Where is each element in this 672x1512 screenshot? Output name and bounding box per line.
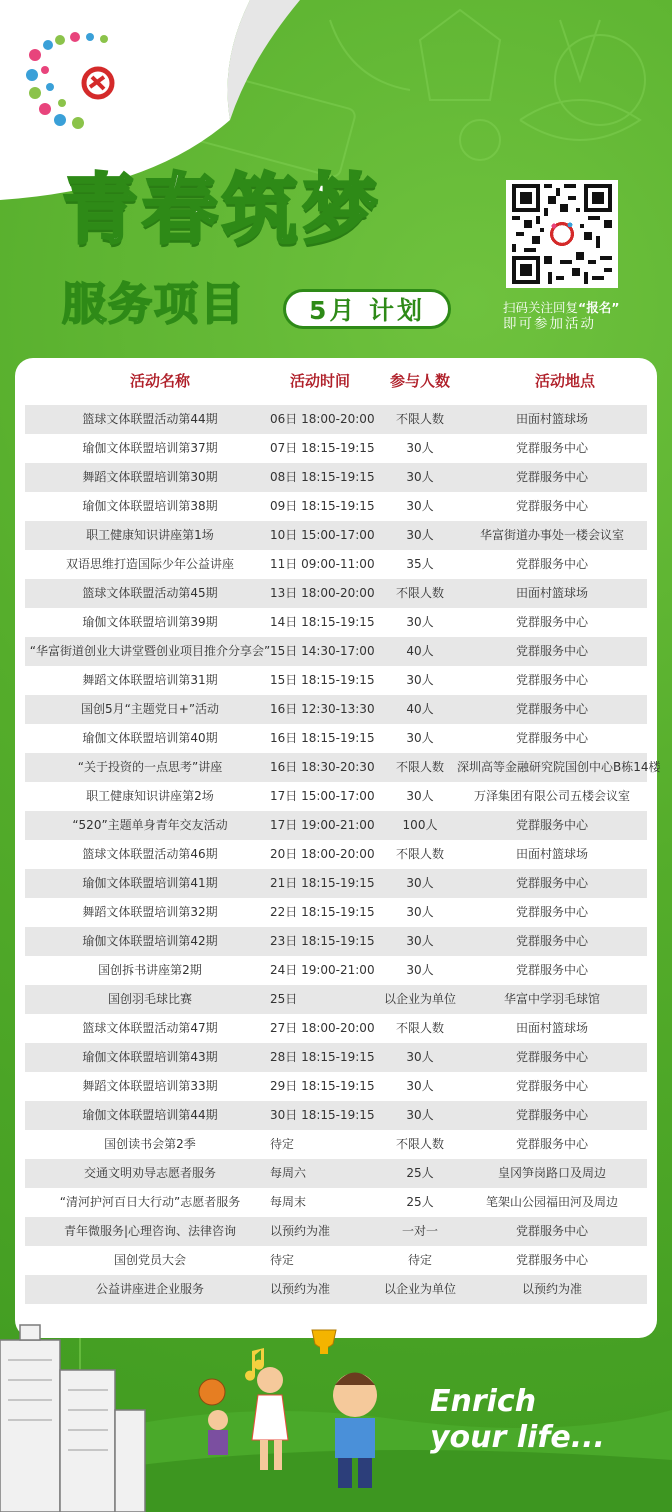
location-cell: 党群服务中心 <box>515 470 588 484</box>
activity-name-cell: 职工健康知识讲座第1场 <box>86 528 214 542</box>
location-cell: 党群服务中心 <box>515 644 588 658</box>
table-row <box>25 637 647 666</box>
activity-name-cell: 瑜伽文体联盟培训第43期 <box>82 1050 218 1064</box>
qr-caption-line1: 扫码关注回复 <box>503 300 579 315</box>
participants-cell: 一对一 <box>401 1224 438 1238</box>
slogan-line1: Enrich <box>430 1384 537 1419</box>
activity-time-cell: 30日 18:15-19:15 <box>270 1108 375 1122</box>
month-plan-badge: 5月 计划 <box>283 289 451 329</box>
table-row <box>25 1014 647 1043</box>
location-cell: 党群服务中心 <box>515 934 588 948</box>
table-row <box>25 1130 647 1159</box>
activity-time-cell: 16日 18:15-19:15 <box>270 731 375 745</box>
activity-name-cell: 瑜伽文体联盟培训第38期 <box>82 499 218 513</box>
trophy-icon <box>312 1330 336 1354</box>
participants-cell: 30人 <box>406 876 434 890</box>
activity-name-cell: 瑜伽文体联盟培训第37期 <box>82 441 218 455</box>
activity-time-cell: 15日 18:15-19:15 <box>270 673 375 687</box>
location-cell: 党群服务中心 <box>515 1224 588 1238</box>
activity-name-cell: “520”主题单身青年交友活动 <box>72 818 228 832</box>
table-row <box>25 695 647 724</box>
activity-name-cell: 双语思维打造国际少年公益讲座 <box>65 557 234 571</box>
activity-name-cell: 舞蹈文体联盟培训第30期 <box>82 470 218 484</box>
participants-cell: 30人 <box>406 731 434 745</box>
location-cell: 党群服务中心 <box>515 731 588 745</box>
qr-code <box>506 180 618 288</box>
basketball-icon <box>199 1379 225 1405</box>
location-cell: 党群服务中心 <box>515 441 588 455</box>
table-row <box>25 666 647 695</box>
activity-name-cell: 国创党员大会 <box>113 1253 186 1267</box>
participants-cell: 35人 <box>406 557 434 571</box>
activity-time-cell: 23日 18:15-19:15 <box>270 934 375 948</box>
location-cell: 皇冈笋岗路口及周边 <box>497 1166 606 1180</box>
activity-time-cell: 09日 18:15-19:15 <box>270 499 375 513</box>
activity-name-cell: 瑜伽文体联盟培训第41期 <box>82 876 218 890</box>
participants-cell: 40人 <box>406 644 434 658</box>
activity-time-cell: 21日 18:15-19:15 <box>270 876 375 890</box>
location-cell: 万泽集团有限公司五楼会议室 <box>473 789 630 803</box>
activity-time-cell: 以预约为准 <box>270 1224 331 1238</box>
activity-name-cell: 篮球文体联盟活动第44期 <box>82 412 218 426</box>
location-cell: 党群服务中心 <box>515 963 588 977</box>
header-location: 活动地点 <box>534 372 595 390</box>
table-row <box>25 1043 647 1072</box>
header-participants: 参与人数 <box>389 372 450 390</box>
participants-cell: 不限人数 <box>395 847 444 861</box>
activity-time-cell: 10日 15:00-17:00 <box>270 528 375 542</box>
participants-cell: 30人 <box>406 673 434 687</box>
participants-cell: 25人 <box>406 1195 434 1209</box>
location-cell: 党群服务中心 <box>515 557 588 571</box>
table-row <box>25 724 647 753</box>
activity-name-cell: 舞蹈文体联盟培训第31期 <box>82 673 218 687</box>
slogan-line2: your life... <box>430 1420 605 1455</box>
table-row <box>25 927 647 956</box>
participants-cell: 不限人数 <box>395 1021 444 1035</box>
participants-cell: 100人 <box>402 818 438 832</box>
table-row <box>25 1159 647 1188</box>
participants-cell: 待定 <box>407 1253 432 1267</box>
participants-cell: 40人 <box>406 702 434 716</box>
location-cell: 党群服务中心 <box>515 673 588 687</box>
activity-time-cell: 11日 09:00-11:00 <box>270 557 375 571</box>
party-emblem-logo <box>20 25 130 135</box>
qr-caption-keyword: “报名” <box>578 300 620 315</box>
location-cell: 党群服务中心 <box>515 876 588 890</box>
table-row <box>25 782 647 811</box>
participants-cell: 不限人数 <box>395 412 444 426</box>
location-cell: 党群服务中心 <box>515 1079 588 1093</box>
activity-time-cell: 以预约为准 <box>270 1282 331 1296</box>
location-cell: 田面村篮球场 <box>515 586 588 600</box>
activity-name-cell: 国创读书会第2季 <box>104 1137 196 1151</box>
participants-cell: 30人 <box>406 615 434 629</box>
table-header <box>15 370 657 400</box>
location-cell: 笔架山公园福田河及周边 <box>485 1195 618 1209</box>
activity-time-cell: 17日 19:00-21:00 <box>270 818 375 832</box>
activity-name-cell: 篮球文体联盟活动第45期 <box>82 586 218 600</box>
table-row <box>25 492 647 521</box>
location-cell: 党群服务中心 <box>515 905 588 919</box>
table-row <box>25 463 647 492</box>
activity-time-cell: 22日 18:15-19:15 <box>270 905 375 919</box>
activity-name-cell: 瑜伽文体联盟培训第40期 <box>82 731 218 745</box>
activity-name-cell: “清河护河百日大行动”志愿者服务 <box>59 1195 241 1209</box>
participants-cell: 30人 <box>406 1108 434 1122</box>
activity-time-cell: 06日 18:00-20:00 <box>270 412 375 426</box>
activity-name-cell: 职工健康知识讲座第2场 <box>86 789 214 803</box>
participants-cell: 不限人数 <box>395 1137 444 1151</box>
table-row <box>25 521 647 550</box>
activity-name-cell: 瑜伽文体联盟培训第44期 <box>82 1108 218 1122</box>
activity-name-cell: 交通文明劝导志愿者服务 <box>83 1166 216 1180</box>
location-cell: 党群服务中心 <box>515 1137 588 1151</box>
activity-name-cell: 瑜伽文体联盟培训第42期 <box>82 934 218 948</box>
activity-name-cell: 篮球文体联盟活动第46期 <box>82 847 218 861</box>
location-cell: 党群服务中心 <box>515 499 588 513</box>
participants-cell: 30人 <box>406 789 434 803</box>
activity-time-cell: 16日 18:30-20:30 <box>270 760 375 774</box>
activity-time-cell: 24日 19:00-21:00 <box>270 963 375 977</box>
activity-time-cell: 29日 18:15-19:15 <box>270 1079 375 1093</box>
participants-cell: 30人 <box>406 934 434 948</box>
participants-cell: 30人 <box>406 470 434 484</box>
activity-name-cell: 瑜伽文体联盟培训第39期 <box>82 615 218 629</box>
activity-time-cell: 17日 15:00-17:00 <box>270 789 375 803</box>
subtitle: 服务项目 <box>62 279 246 330</box>
schedule-card <box>15 358 661 1338</box>
table-row <box>25 608 647 637</box>
table-row <box>25 840 647 869</box>
activity-name-cell: 国创5月“主题党日+”活动 <box>80 702 220 716</box>
participants-cell: 不限人数 <box>395 760 444 774</box>
participants-cell: 30人 <box>406 905 434 919</box>
location-cell: 党群服务中心 <box>515 615 588 629</box>
activity-name-cell: 舞蹈文体联盟培训第33期 <box>82 1079 218 1093</box>
activity-time-cell: 07日 18:15-19:15 <box>270 441 375 455</box>
table-row <box>25 550 647 579</box>
table-row <box>25 811 647 840</box>
location-cell: 田面村篮球场 <box>515 412 588 426</box>
activity-name-cell: 国创羽毛球比赛 <box>107 992 192 1006</box>
table-body <box>25 405 661 1304</box>
qr-caption <box>503 300 663 332</box>
activity-name-cell: 舞蹈文体联盟培训第32期 <box>82 905 218 919</box>
location-cell: 党群服务中心 <box>515 1253 588 1267</box>
building-illustration <box>0 1325 145 1512</box>
location-cell: 华富中学羽毛球馆 <box>503 992 600 1006</box>
activity-name-cell: 篮球文体联盟活动第47期 <box>82 1021 218 1035</box>
header-activity-name: 活动名称 <box>129 372 190 390</box>
table-row <box>25 869 647 898</box>
location-cell: 党群服务中心 <box>515 818 588 832</box>
activity-name-cell: “关于投资的一点思考”讲座 <box>77 760 223 774</box>
location-cell: 以预约为准 <box>521 1282 582 1296</box>
table-row <box>25 1188 647 1217</box>
participants-cell: 30人 <box>406 528 434 542</box>
participants-cell: 30人 <box>406 441 434 455</box>
header-activity-time: 活动时间 <box>289 372 350 390</box>
activity-time-cell: 27日 18:00-20:00 <box>270 1021 375 1035</box>
activity-time-cell: 14日 18:15-19:15 <box>270 615 375 629</box>
participants-cell: 30人 <box>406 1079 434 1093</box>
activity-time-cell: 16日 12:30-13:30 <box>270 702 375 716</box>
participants-cell: 30人 <box>406 1050 434 1064</box>
location-cell: 党群服务中心 <box>515 702 588 716</box>
participants-cell: 以企业为单位 <box>383 992 456 1006</box>
location-cell: 党群服务中心 <box>515 1108 588 1122</box>
participants-cell: 30人 <box>406 499 434 513</box>
table-row <box>25 898 647 927</box>
table-row <box>25 579 647 608</box>
activity-name-cell: “华富街道创业大讲堂暨创业项目推介分享会” <box>29 644 271 658</box>
activity-time-cell: 每周末 <box>270 1195 307 1209</box>
activity-name-cell: 青年微服务|心理咨询、法律咨询 <box>63 1224 237 1238</box>
location-cell: 田面村篮球场 <box>515 1021 588 1035</box>
qr-caption-line2: 即可参加活动 <box>503 316 596 332</box>
participants-cell: 30人 <box>406 963 434 977</box>
slogan <box>430 1384 605 1456</box>
table-row <box>25 1101 647 1130</box>
participants-cell: 以企业为单位 <box>383 1282 456 1296</box>
activity-name-cell: 公益讲座进企业服务 <box>95 1282 204 1296</box>
main-title: 青春筑梦 <box>62 165 382 254</box>
table-row <box>25 405 647 434</box>
participants-cell: 25人 <box>406 1166 434 1180</box>
table-row <box>25 1217 647 1246</box>
table-row <box>25 1072 647 1101</box>
activity-name-cell: 国创拆书讲座第2期 <box>98 963 202 977</box>
activity-time-cell: 08日 18:15-19:15 <box>270 470 375 484</box>
location-cell: 华富街道办事处一楼会议室 <box>479 528 624 542</box>
activity-time-cell: 13日 18:00-20:00 <box>270 586 375 600</box>
table-row <box>25 753 661 782</box>
participants-cell: 不限人数 <box>395 586 444 600</box>
location-cell: 田面村篮球场 <box>515 847 588 861</box>
activity-time-cell: 20日 18:00-20:00 <box>270 847 375 861</box>
activity-time-cell: 每周六 <box>270 1166 307 1180</box>
activity-time-cell: 待定 <box>270 1137 295 1151</box>
location-cell: 党群服务中心 <box>515 1050 588 1064</box>
activity-time-cell: 25日 <box>270 992 298 1006</box>
activity-time-cell: 28日 18:15-19:15 <box>270 1050 375 1064</box>
table-row <box>25 985 647 1014</box>
table-row <box>25 956 647 985</box>
table-row <box>25 434 647 463</box>
activity-time-cell: 15日 14:30-17:00 <box>270 644 375 658</box>
location-cell: 深圳高等金融研究院国创中心B栋14楼 <box>457 760 661 774</box>
table-row <box>25 1246 647 1275</box>
activity-time-cell: 待定 <box>270 1253 295 1267</box>
